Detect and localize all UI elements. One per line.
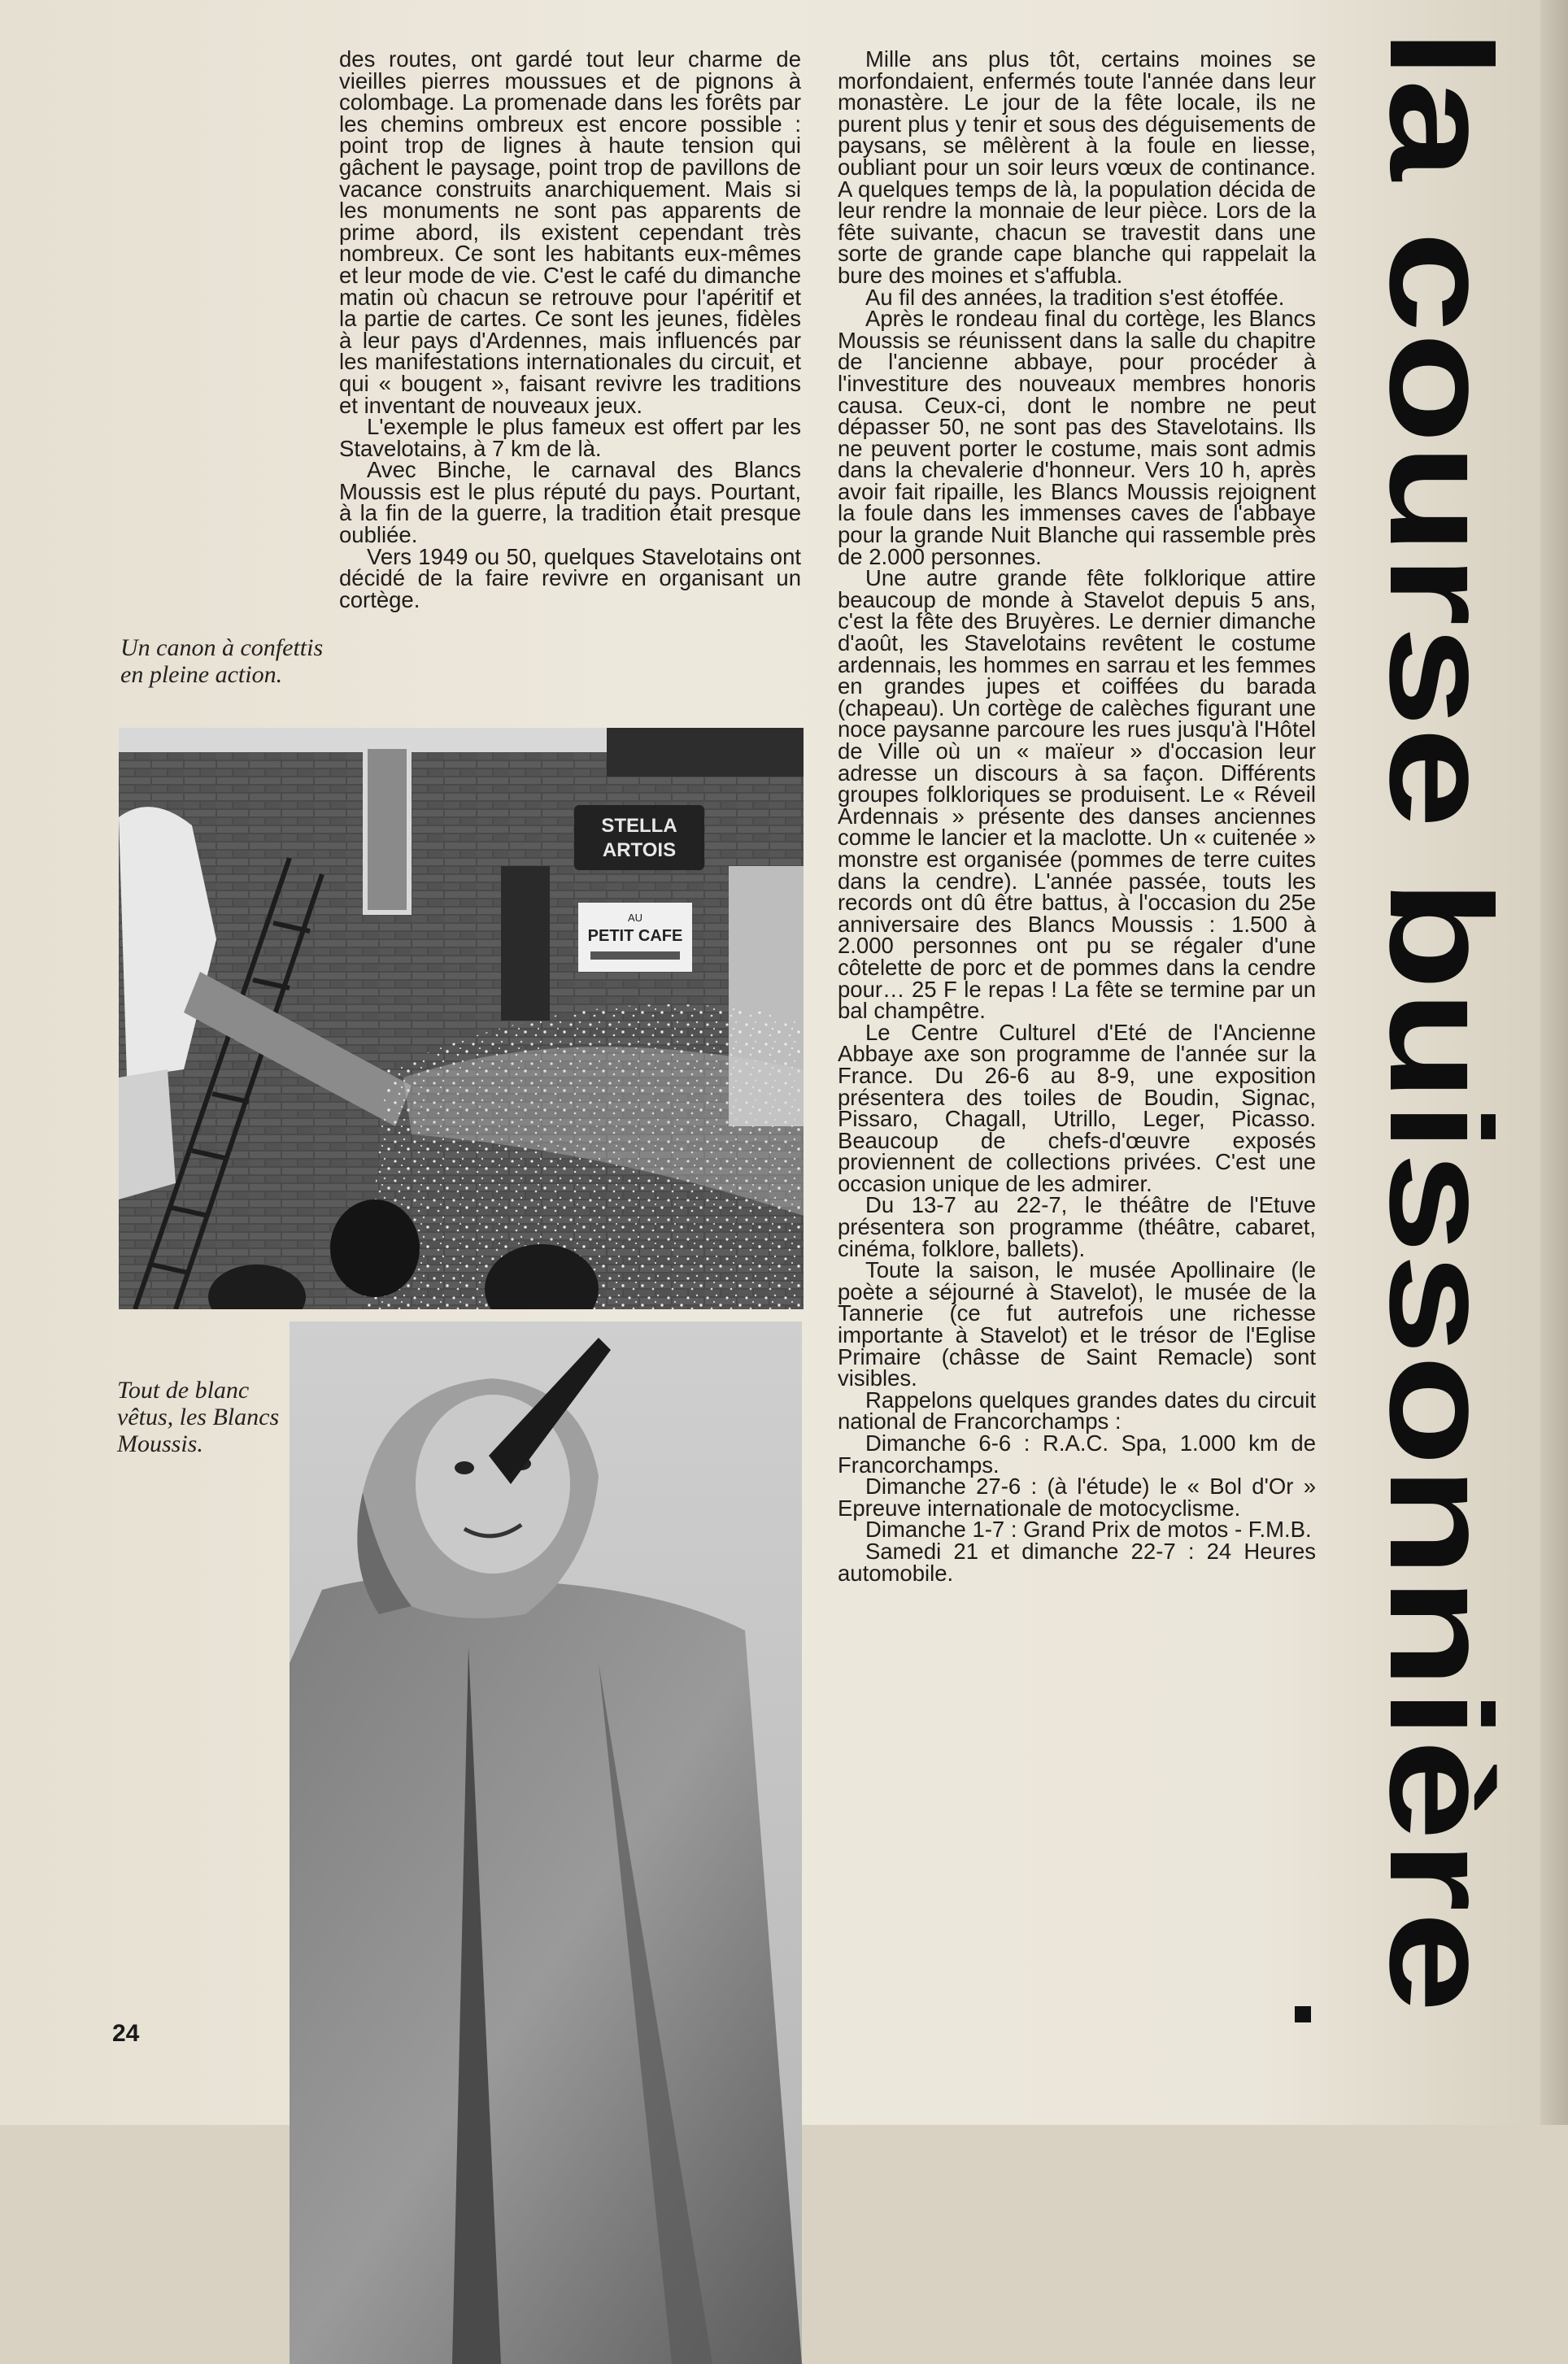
paragraph: Dimanche 6-6 : R.A.C. Spa, 1.000 km de Francorchamps.	[838, 1430, 1316, 1478]
sign-stella: STELLA	[601, 815, 677, 837]
photo-blanc-moussi	[290, 1321, 802, 2364]
petit-cafe-sign	[578, 903, 692, 972]
paragraph: Le Centre Culturel d'Eté de l'Ancienne Abbaye axe son programme de l'année sur la France. Du 26-6 au 8-9, une exposition présentera des toiles de Boudin, Signac, Pissaro, Chagall, Utrillo, Leger, Picasso. Beaucoup de chefs-d'œuvre exposés proviennent de collections privées. C'est une occasion unique de les admirer.	[838, 1019, 1316, 1196]
page-edge	[1540, 0, 1568, 2125]
paragraph: Au fil des années, la tradition s'est étoffée.	[865, 284, 1285, 310]
paragraph: Dimanche 27-6 : (à l'étude) le « Bol d'Or » Epreuve internationale de motocyclisme.	[838, 1474, 1316, 1521]
page-number: 24	[112, 2020, 140, 2047]
paragraph: Vers 1949 ou 50, quelques Stavelotains ont décidé de la faire revivre en organisant un cortège.	[339, 543, 801, 612]
paragraph: Rappelons quelques grandes dates du circuit national de Francorchamps :	[838, 1387, 1316, 1435]
photo-caption-confetti: Un canon à confettis en pleine action.	[120, 634, 324, 688]
article-end-mark	[1295, 2006, 1311, 2022]
photo-confetti-cannon	[119, 728, 804, 1309]
confetti-street-photo	[119, 728, 804, 1309]
article-column-left	[339, 46, 801, 612]
blanc-moussi-photo	[290, 1321, 802, 2364]
vertical-title	[1358, 28, 1529, 2029]
paragraph: Avec Binche, le carnaval des Blancs Moussis est le plus réputé du pays. Pourtant, à la fin de la guerre, la tradition était presque oubliée.	[339, 457, 801, 548]
sign-artois: ARTOIS	[602, 839, 677, 861]
paragraph: des routes, ont gardé tout leur charme de vieilles pierres moussues et de pignons à colombage. La promenade dans les forêts par les chemins ombreux est encore possible : point trop de lignes à haute tension qui gâchent le paysage, point trop de pavillons de vacance construits anarchiquement. Mais si les monuments ne sont pas apparents de prime abord, ils existent cependant très nombreux. Ce sont les habitants eux-mêmes et leur mode de vie. C'est le café du dimanche matin où chacun se retrouve pour l'apéritif et la partie de cartes. Ce sont les jeunes, fidèles à leur pays d'Ardennes, mais influencés par les manifestations internationales du circuit, et qui « bougent », faisant revivre les traditions et inventant de nouveaux jeux.	[339, 46, 801, 418]
stella-artois-sign	[574, 805, 704, 870]
paragraph: Du 13-7 au 22-7, le théâtre de l'Etuve présentera son programme (théâtre, cabaret, cinéma, folklore, ballets).	[838, 1192, 1316, 1261]
paragraph: Après le rondeau final du cortège, les Blancs Moussis se réunissent dans la salle du chapitre de l'ancienne abbaye, pour procéder à l'investiture des nouveaux membres honoris causa. Ceux-ci, dont le nombre ne peut dépasser 50, ne sont pas des Stavelotains. Ils ne peuvent porter le costume, mais sont admis dans la chevalerie d'honneur. Vers 10 h, après avoir fait ripaille, les Blancs Moussis rejoignent la foule dans les immenses caves de l'abbaye pour la grande Nuit Blanche qui rassemble près de 2.000 personnes.	[838, 306, 1316, 569]
paragraph: Toute la saison, le musée Apollinaire (le poète a séjourné à Stavelot), le musée de la Tannerie (ce fut autrefois une richesse importante à Stavelot) et le trésor de l'Eglise Primaire (châsse de Saint Remacle) sont visibles.	[838, 1257, 1316, 1391]
paragraph: Dimanche 1-7 : Grand Prix de motos - F.M.B.	[865, 1517, 1312, 1543]
article-column-right	[838, 46, 1316, 1586]
paragraph: Samedi 21 et dimanche 22-7 : 24 Heures automobile.	[838, 1538, 1316, 1586]
photo-caption-blancs-moussis: Tout de blanc vêtus, les Blancs Moussis.	[117, 1377, 280, 1457]
paragraph: Mille ans plus tôt, certains moines se morfondaient, enfermés toute l'année dans leur monastère. Le jour de la fête locale, ils ne purent plus y tenir et sous des déguisements de paysans, se mêlèrent à la foule en liesse, oubliant pour un soir leurs vœux de continance. A quelques temps de là, la population décida de leur rendre la monnaie de leur pièce. Lors de la fête suivante, chacun se travestit dans une sorte de grande cape blanche qui rappelait la bure des moines et s'affubla.	[838, 46, 1316, 288]
sign-au: AU	[627, 912, 643, 924]
paragraph: Une autre grande fête folklorique attire beaucoup de monde à Stavelot depuis 5 ans, c'est la fête des Bruyères. Le dernier dimanche d'août, les Stavelotains revêtent le costume ardennais, les hommes en sarrau et les femmes en grandes jupes et coiffées du barada (chapeau). Un cortège de calèches figurant une noce paysanne parcoure les rues jusqu'à l'Hôtel de Ville où un « maïeur » d'occasion leur adresse un discours à sa façon. Différents groupes folkloriques se produisent. Le « Réveil Ardennais » présente des danses anciennes comme le lancier et la maclotte. Un « cuitenée » monstre est organisée (pommes de terre cuites dans la cendre). L'année passée, touts les records ont dû être battus, à l'occasion du 25e anniversaire des Blancs Moussis : 1.500 à 2.000 personnes ont pu se régaler d'une côtelette de porc et de pommes dans la cendre pour… 25 F le repas ! La fête se termine par un bal champêtre.	[838, 565, 1316, 1024]
vertical-title-svg	[1358, 28, 1529, 2029]
page-title: la course buissonnière	[1360, 28, 1522, 1605]
sign-petit-cafe: PETIT CAFE	[587, 927, 683, 945]
paragraph: L'exemple le plus fameux est offert par les Stavelotains, à 7 km de là.	[339, 414, 801, 461]
